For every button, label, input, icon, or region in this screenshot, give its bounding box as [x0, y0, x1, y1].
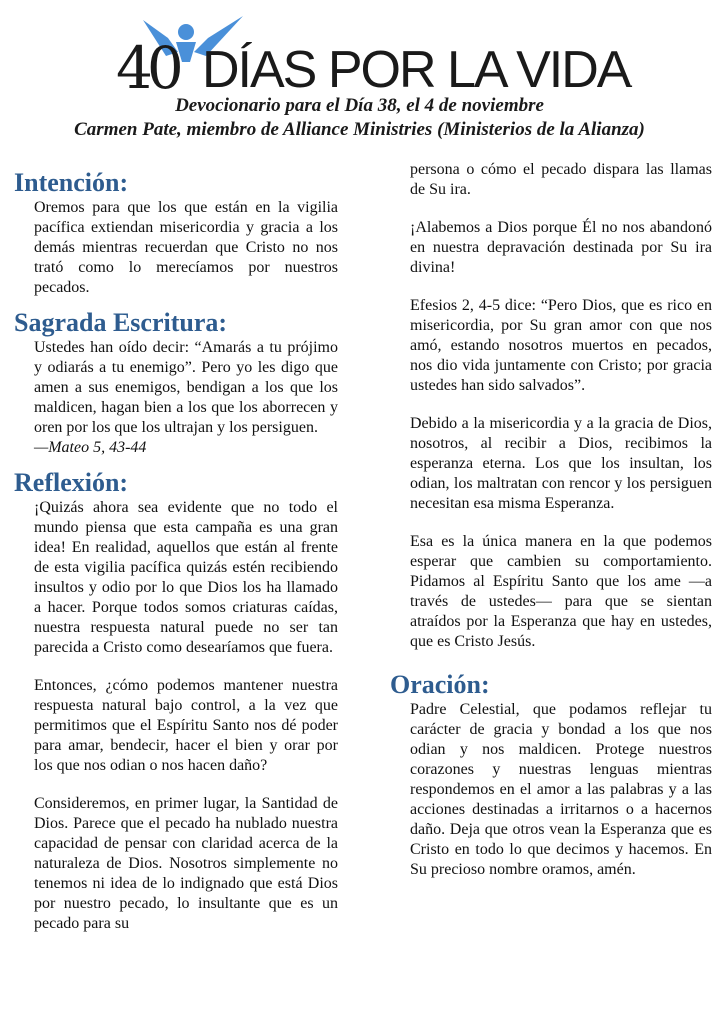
logo-text: DÍAS POR LA VIDA — [202, 41, 630, 99]
logo-number: 40 — [116, 34, 178, 102]
reflexion-paragraph-1: ¡Quizás ahora sea evidente que no todo el mundo piensa que esta campaña es una gran idea! En realidad, aquellos que están al frente de esta vigilia pacífica quizás estén recibiendo insultos y odio por lo que Dios los ha llamado a hacer. Porque todos somos criaturas caídas, nuestra respuesta natural puede no ser tan parecida a Cristo como desearíamos que fuera. — [34, 499, 338, 656]
oracion-text: Padre Celestial, que podamos reflejar tu carácter de gracia y bondad a los que nos odian y nos maldicen. Protege nuestros corazones y nuestras lenguas mientras respondemos en el amor a las palabras y a las acciones destinadas a irritarnos o a hacernos daño. Deja que otros vean la Esperanza que es Cristo en todo lo que decimos y hacemos. En Su precioso nombre oramos, amén. — [410, 701, 712, 878]
left-column — [14, 168, 338, 934]
subtitle-author: Carmen Pate, miembro de Alliance Ministries (Ministerios de la Alianza) — [74, 119, 645, 140]
intencion-heading: Intención: — [14, 168, 129, 197]
reflexion-paragraph-3: Consideremos, en primer lugar, la Santidad de Dios. Parece que el pecado ha nublado nuestra capacidad de pensar con claridad acerca de la naturaleza de Dios. Nosotros simplemente no tenemos ni idea de lo indignado que está Dios por nuestro pecado, lo insultante que es un pecado para su — [34, 795, 338, 932]
right-column — [390, 160, 712, 880]
escritura-heading: Sagrada Escritura: — [14, 308, 228, 337]
reflexion-paragraph-5: Efesios 2, 4-5 dice: “Pero Dios, que es rico en misericordia, por Su gran amor con que nos amó, estando nosotros muertos en pecados, nos dio vida juntamente con Cristo; por gracia ustedes han sido salvados”. — [410, 297, 712, 394]
escritura-reference: —Mateo 5, 43-44 — [34, 439, 147, 456]
subtitle-devotional: Devocionario para el Día 38, el 4 de noviembre — [175, 95, 544, 116]
reflexion-paragraph-7: Esa es la única manera en la que podemos esperar que cambien su comportamiento. Pidamos al Espíritu Santo que los ame —a través de ustedes— para que se sientan atraídos por la Esperanza que hay en ustedes, que es Cristo Jesús. — [410, 533, 712, 650]
campaign-logo — [116, 8, 634, 102]
logo-dot: . — [629, 74, 634, 90]
reflexion-paragraph-3-continued: persona o cómo el pecado dispara las llamas de Su ira. — [410, 161, 712, 198]
reflexion-heading: Reflexión: — [14, 468, 129, 497]
reflexion-paragraph-2: Entonces, ¿cómo podemos mantener nuestra respuesta natural bajo control, a la vez que permitimos que el Espíritu Santo nos dé poder para amar, bendecir, hacer el bien y orar por los que nos odian o nos hacen daño? — [34, 677, 338, 774]
intencion-text: Oremos para que los que están en la vigilia pacífica extiendan misericordia y gracia a los demás mientras recuerdan que Cristo no nos trató como lo merecíamos por nuestros pecados. — [34, 199, 338, 296]
oracion-heading: Oración: — [390, 670, 490, 699]
reflexion-paragraph-6: Debido a la misericordia y a la gracia de Dios, nosotros, al recibir a Dios, recibimos la esperanza eterna. Los que los insultan, los odian, los maltratan con rencor y los persiguen necesitan esa misma Esperanza. — [410, 415, 712, 512]
reflexion-paragraph-4: ¡Alabemos a Dios porque Él no nos abandonó en nuestra depravación destinada por Su ira divina! — [410, 219, 712, 276]
escritura-text: Ustedes han oído decir: “Amarás a tu prójimo y odiarás a tu enemigo”. Pero yo les digo que amen a sus enemigos, bendigan a los que los maldicen, hagan bien a los que los aborrecen y oren por los que los ultrajan y los persiguen. — [34, 339, 338, 436]
